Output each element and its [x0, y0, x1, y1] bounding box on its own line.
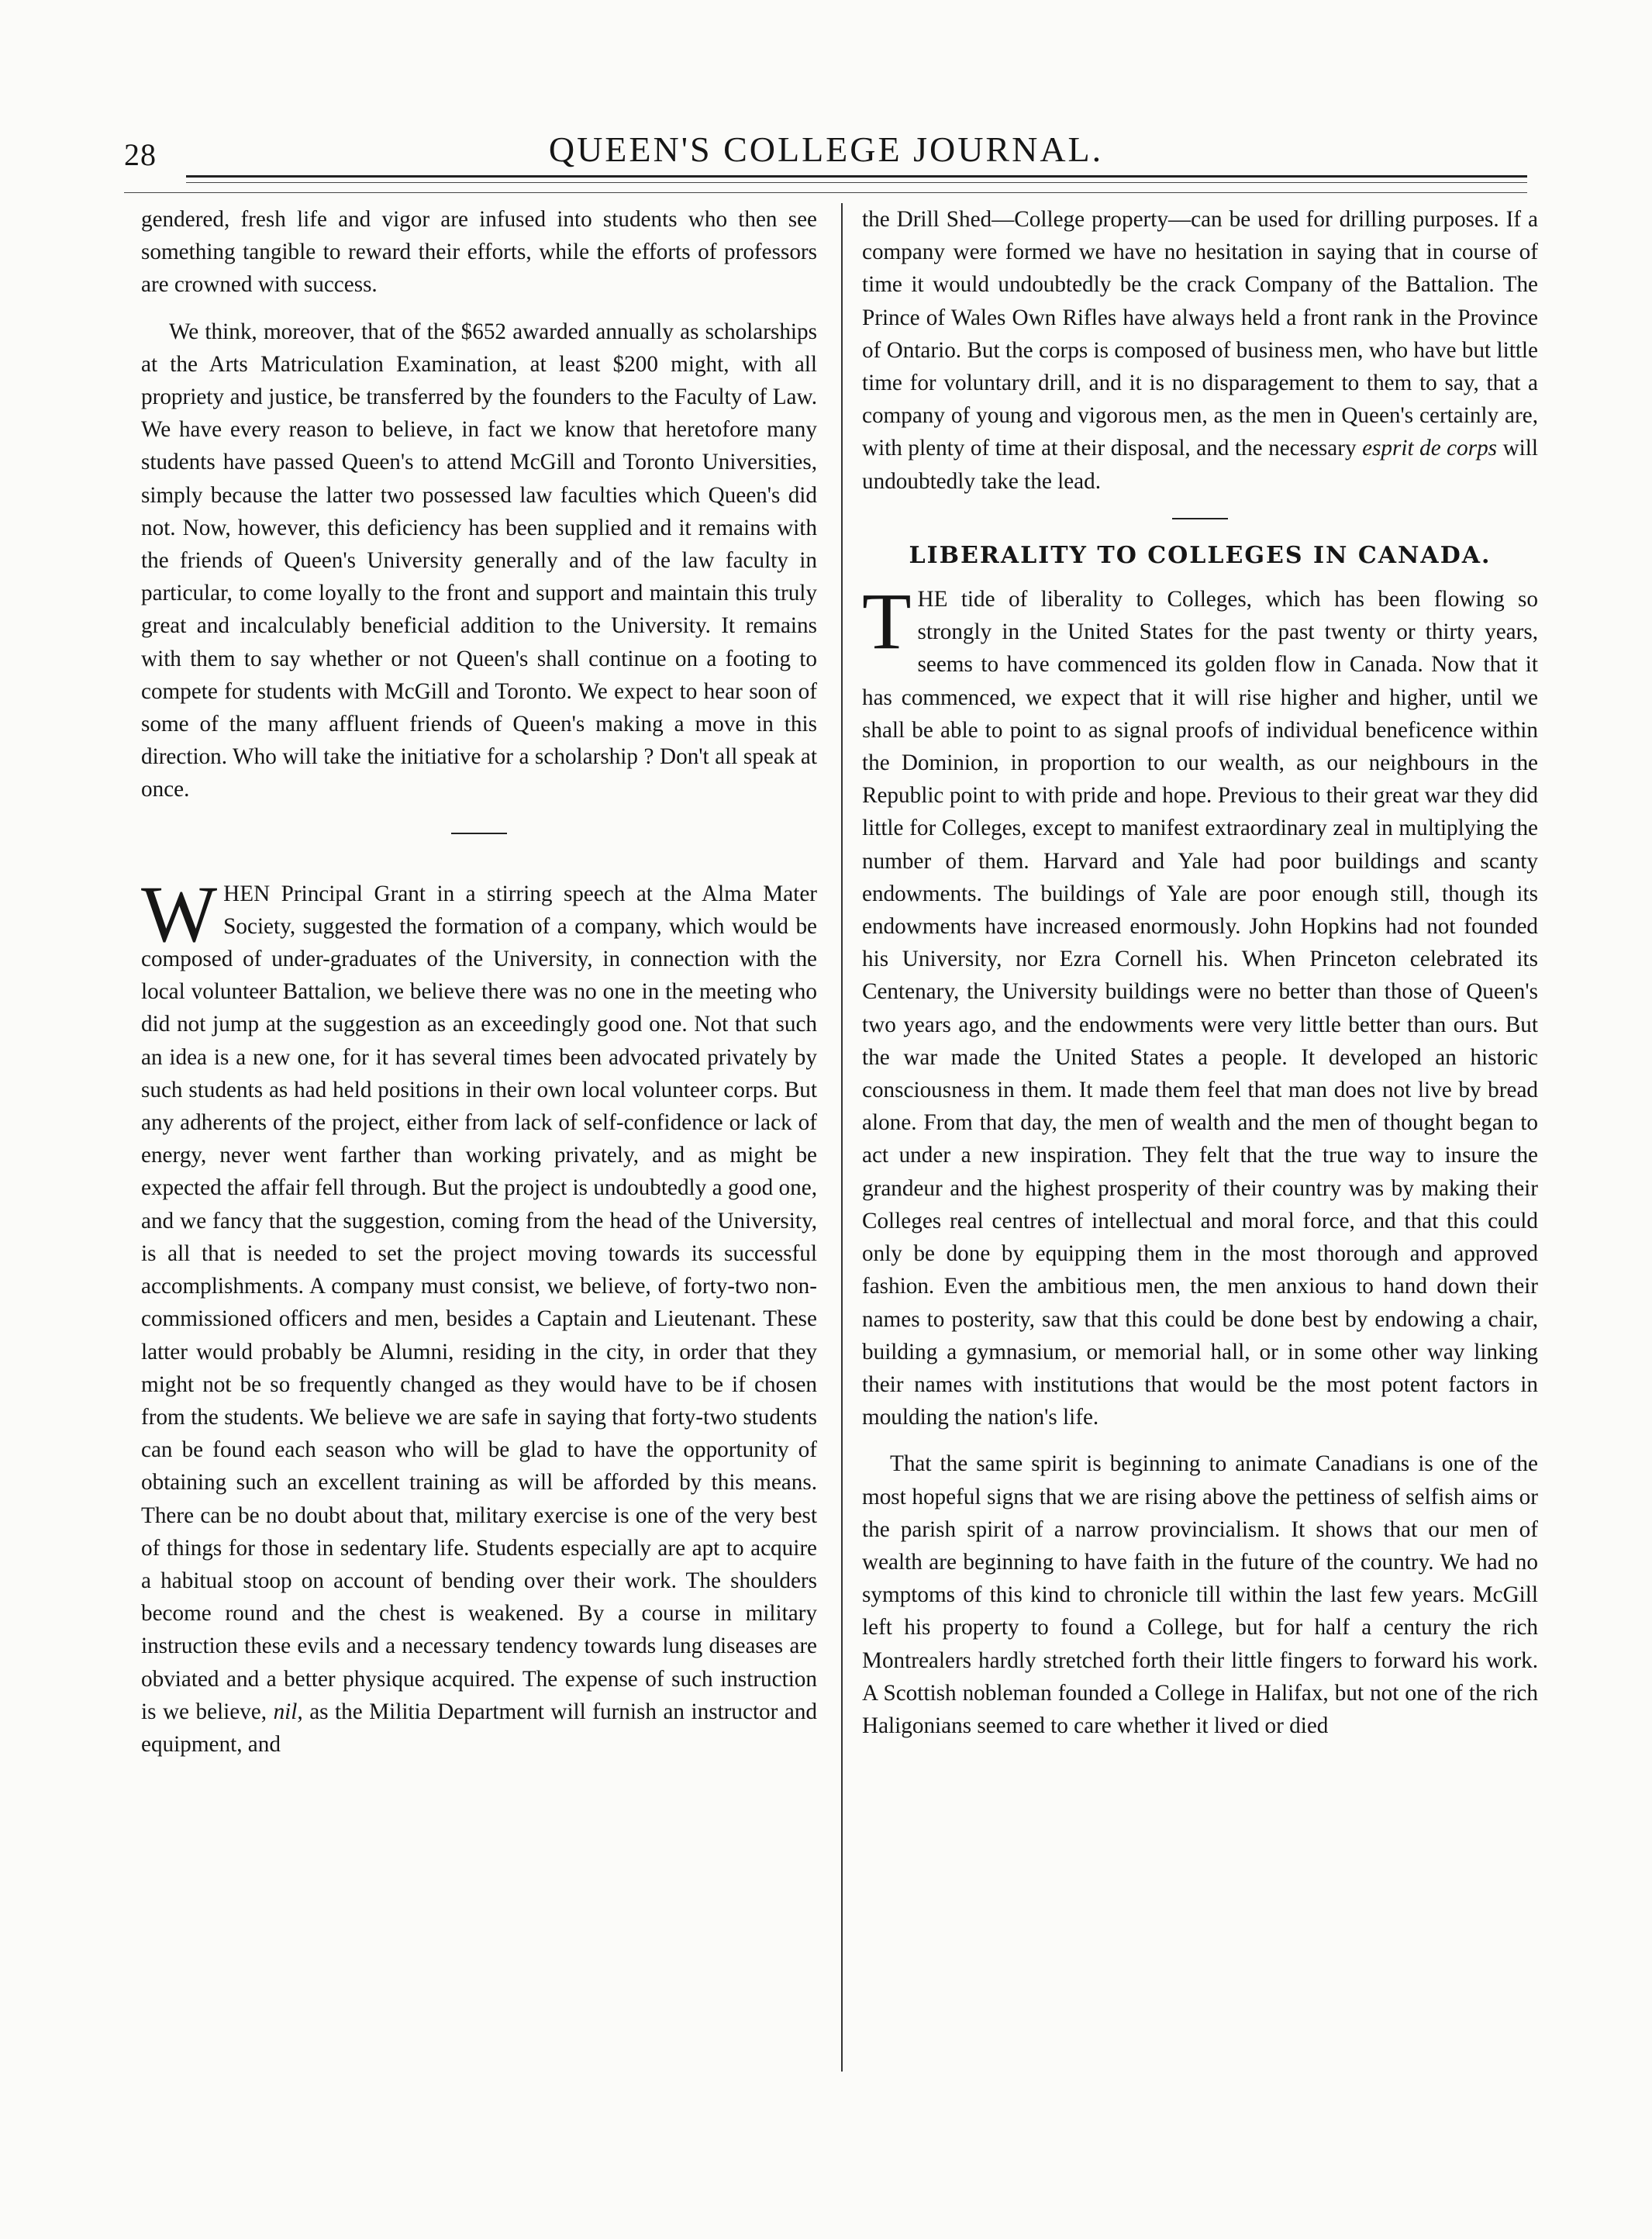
paragraph-text: as the Militia Department will furnish an instructor and equipment, and [141, 1699, 818, 1757]
drop-cap: T [862, 577, 912, 667]
drop-cap: W [141, 869, 218, 959]
paragraph-text: HEN Principal Grant in a stirring speech at the Alma Mater Society, suggested the formation of a company, which would be composed of under-graduates of the University, in connection with the local volunteer Battalion, we believe there was no one in the meeting who did not jump at the suggestion as an exceedingly good one. Not that such an idea is a new one, for it has several times been advocated privately by such students as had held positions in their own local volunteer corps. But any adherents of the project, either from lack of self-confidence or lack of energy, never went farther than working privately, and as might be expected the affair fell through. But the project is undoubtedly a good one, and we fancy that the suggestion, coming from the head of the University, is all that is needed to set the project moving towards its successful accomplishments. A company must consist, we believe, of forty-two non-commissioned officers and men, besides a Captain and Lieutenant. These latter would probably be Alumni, residing in the city, in order that they might not be so frequently changed as they would have to be if chosen from the students. We believe we are safe in saying that forty-two students can be found each season who will be glad to have the opportunity of obtaining such an excellent training as will be afforded by this means. There can be no doubt about that, military exercise is one of the very best of things for those in sedentary life. Students especially are apt to acquire a habitual stoop on account of bending over their work. The shoulders become round and the chest is weakened. By a course in military instruction these evils and a necessary tendency towards lung diseases are obviated and a better physique acquired. The expense of such instruction is we believe, [141, 881, 817, 1724]
paragraph-text: the Drill Shed—College property—can be used for drilling purposes. If a company were formed we have no hesitation in saying that in course of time it would undoubtedly be the crack Company of the Battalion. The Prince of Wales Own Rifles have always held a front rank in the Province of Ontario. But the corps is composed of business men, who have but little time for voluntary drill, and it is no disparagement to them to say, that a company of young and vigorous men, as the men in Queen's certainly are, with plenty of time at their disposal, and the necessary [862, 207, 1538, 461]
paragraph [141, 869, 818, 1761]
paragraph-text: HE tide of liberality to Colleges, which has been flowing so strongly in the United States for the past twenty or thirty years, seems to have commenced its golden flow in Canada. Now that it has commenced, we expect that it will rise higher and higher, until we shall be able to point to as signal proofs of individual beneficence within the Dominion, in proportion to our wealth, as our neighbours in the Republic point to with pride and hope. Previous to their great war they did little for Colleges, except to manifest extraordinary zeal in multiplying the number of them. Harvard and Yale had poor buildings and scanty endowments. The buildings of Yale are poor enough still, though its endowments have increased enormously. John Hopkins had not founded his University, nor Ezra Cornell his. When Princeton celebrated its Centenary, the University buildings were no better than those of Queen's two years ago, and the endowments were very little better than ours. But the war made the United States a people. It developed an historic consciousness in them. It made them feel that man does not live by bread alone. From that day, the men of wealth and the men of thought began to act under a new inspiration. They felt that the true way to insure the grandeur and the highest prosperity of their country was by making their Colleges real centres of intellectual and moral force, and that this could only be done by equipping them in the most thorough and approved fashion. Even the ambitious men, the men anxious to hand down their names to posterity, saw that this could be done best by endowing a chair, building a gymnasium, or memorial hall, or in some other way linking their names with institutions that would be the most potent factors in moulding the nation's life. [862, 587, 1538, 1430]
paragraph [862, 577, 1538, 1433]
italic-text: esprit de corps [1362, 436, 1498, 461]
left-column [141, 203, 817, 1761]
italic-text: nil, [273, 1699, 303, 1724]
header-rule [186, 175, 1527, 183]
paragraph: We think, moreover, that of the $652 awarded annually as scholarships at the Arts Matriculation Examination, at least $200 might, with all propriety and justice, be transferred by the founders to the Faculty of Law. We have every reason to believe, in fact we know that heretofore many students have passed Queen's to attend McGill and Toronto Universities, simply because the latter two possessed law faculties which Queen's did not. Now, however, this deficiency has been supplied and it remains with the friends of Queen's University generally and of the law faculty in particular, to come loyally to the front and support and maintain this truly great and incalculably beneficial addition to the University. It remains with them to say whether or not Queen's shall continue on a footing to compete for students with McGill and Toronto. We expect to hear soon of some of the many affluent friends of Queen's making a move in this direction. Who will take the initiative for a scholarship ? Don't all speak at once. [141, 319, 817, 802]
column-divider [841, 203, 843, 2072]
page-number: 28 [124, 137, 157, 172]
paragraph-text: will undoubtedly take the lead. [862, 436, 1538, 494]
right-column [862, 203, 1538, 1742]
section-divider [1172, 518, 1228, 519]
header-rule-thin [124, 192, 1527, 193]
paragraph: gendered, fresh life and vigor are infused into students who then see something tangible to reward their efforts, while the efforts of professors are crowned with success. [141, 207, 817, 298]
journal-title: QUEEN'S COLLEGE JOURNAL. [548, 129, 1104, 169]
paragraph: That the same spirit is beginning to animate Canadians is one of the most hopeful signs that we are rising above the pettiness of selfish aims or the parish spirit of a narrow provincialism. It shows that our men of wealth are beginning to have faith in the future of the country. We had no symptoms of this kind to chronicle till within the last few years. McGill left his property to found a College, but for half a century the rich Montrealers hardly stretched forth their little fingers to forward his work. A Scottish nobleman founded a College in Halifax, but not one of the rich Haligonians seemed to care whether it lived or died [862, 1451, 1538, 1738]
section-divider [451, 833, 507, 834]
section-heading: LIBERALITY TO COLLEGES IN CANADA. [909, 541, 1492, 569]
paragraph [862, 203, 1538, 498]
